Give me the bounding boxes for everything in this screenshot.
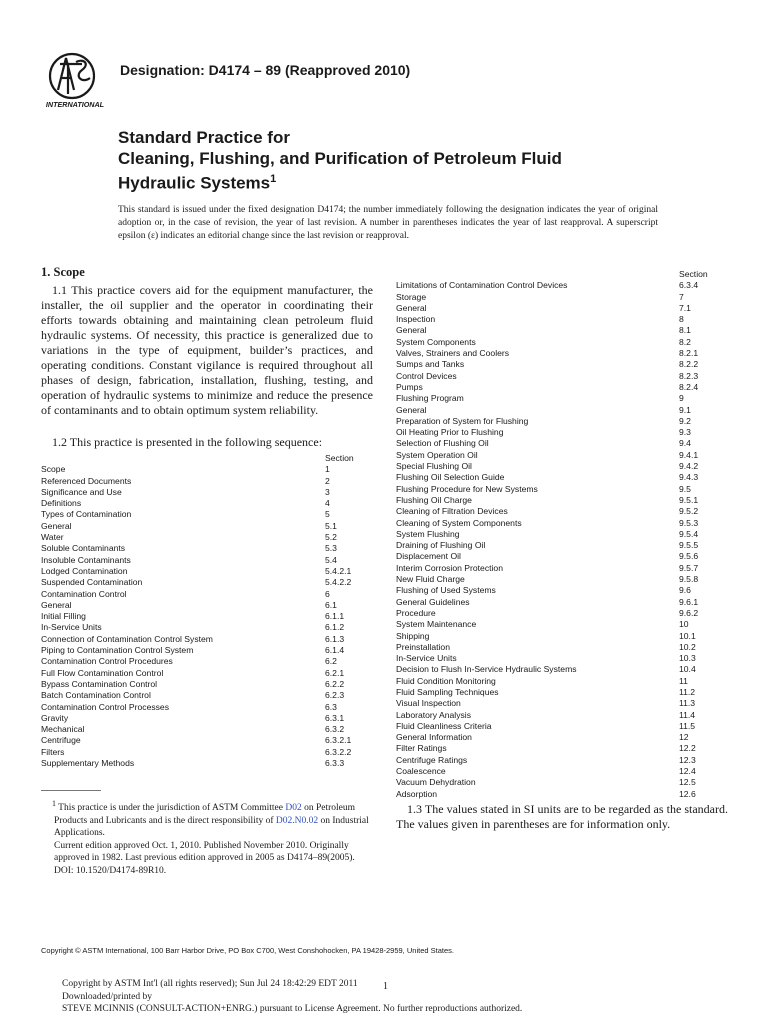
toc-row: [396, 371, 726, 382]
toc-row: [396, 540, 726, 551]
toc-section-number: 6.3.2.1: [325, 735, 352, 746]
toc-title: Visual Inspection: [396, 698, 461, 709]
toc-title: Special Flushing Oil: [396, 461, 472, 472]
copyright-notice: Copyright © ASTM International, 100 Barr Harbor Drive, PO Box C700, West Conshohocken, PA 19428-2959, United States.: [41, 946, 454, 955]
logo-subtext: INTERNATIONAL: [45, 100, 105, 109]
toc-row: [41, 724, 371, 735]
toc-section-number: 9.5.2: [679, 506, 699, 517]
toc-section-number: 12.4: [679, 766, 696, 777]
designation: Designation: D4174 – 89 (Reapproved 2010): [120, 62, 411, 78]
toc-section-number: 6.2.2: [325, 678, 345, 689]
toc-section-number: 5.4.2.1: [325, 565, 352, 576]
toc-row: [41, 476, 371, 487]
toc-title: Batch Contamination Control: [41, 690, 151, 701]
toc-section-number: 5.1: [325, 520, 337, 531]
toc-title: New Fluid Charge: [396, 574, 465, 585]
toc-title: Mechanical: [41, 724, 85, 735]
toc-section-number: 8.2.4: [679, 381, 699, 392]
toc-header: Section: [679, 269, 708, 279]
toc-title: Fluid Sampling Techniques: [396, 686, 499, 697]
toc-title: Definitions: [41, 498, 82, 509]
toc-section-number: 9.5: [679, 483, 691, 494]
toc-section-number: 8.2: [679, 336, 691, 347]
toc-section-number: 5.3: [325, 543, 337, 554]
toc-title: Interim Corrosion Protection: [396, 562, 503, 573]
toc-section-number: 9.2: [679, 415, 691, 426]
toc-row: [396, 619, 726, 630]
toc-section-number: 6: [325, 588, 330, 599]
toc-title: In-Service Units: [41, 622, 102, 633]
toc-title: Control Devices: [396, 370, 457, 381]
toc-section-number: 7.1: [679, 302, 691, 313]
astm-logo: [38, 50, 112, 110]
toc-row: [396, 755, 726, 766]
toc-title: Shipping: [396, 630, 430, 641]
toc-row: [41, 532, 371, 543]
toc-title: General: [41, 520, 72, 531]
toc-section-number: 6.2.3: [325, 690, 345, 701]
toc-row: [396, 450, 726, 461]
toc-title: In-Service Units: [396, 653, 457, 664]
toc-section-number: 2: [325, 475, 330, 486]
toc-title: Flushing Program: [396, 393, 464, 404]
toc-section-number: 8: [679, 314, 684, 325]
toc-section-number: 9.5.1: [679, 494, 699, 505]
toc-section-number: 3: [325, 486, 330, 497]
toc-row: [396, 664, 726, 675]
toc-row: [396, 472, 726, 483]
toc-title: Suspended Contamination: [41, 577, 143, 588]
toc-row: [396, 721, 726, 732]
footnote-1: $^1$ This practice is under the jurisdiction of ASTM Committee D02 on Petroleum Products and Lubricants and is the direct responsibility of D02.N0.02 on Industrial Applications.: [52, 799, 369, 839]
toc-row: [396, 777, 726, 788]
toc-title: Vacuum Dehydration: [396, 777, 476, 788]
toc-row: [396, 642, 726, 653]
title-line-2: Cleaning, Flushing, and Purification of Petroleum Fluid: [118, 149, 562, 168]
download-line-3: STEVE MCINNIS (CONSULT-ACTION+ENRG.) pursuant to License Agreement. No further reproductions authorized.: [62, 1004, 523, 1014]
astm-logo-mark: [50, 54, 94, 98]
toc-title: Flushing Oil Charge: [396, 494, 472, 505]
toc-row: [41, 611, 371, 622]
toc-title: Insoluble Contaminants: [41, 554, 131, 565]
toc-section-number: 10.3: [679, 653, 696, 664]
toc-title: Draining of Flushing Oil: [396, 540, 486, 551]
toc-section-number: 12: [679, 732, 689, 743]
toc-title: Soluble Contaminants: [41, 543, 126, 554]
toc-section-number: 5.2: [325, 532, 337, 543]
toc-row: [41, 600, 371, 611]
toc-section-number: 6.1.4: [325, 645, 345, 656]
toc-section-number: 9.4: [679, 438, 691, 449]
toc-section-number: 6.3.3: [325, 758, 345, 769]
toc-section-number: 11.2: [679, 686, 696, 697]
toc-section-number: 11.4: [679, 709, 696, 720]
toc-title: Lodged Contamination: [41, 565, 128, 576]
toc-section-number: 9: [679, 393, 684, 404]
toc-title: Initial Filling: [41, 611, 86, 622]
toc-section-number: 8.2.3: [679, 370, 699, 381]
toc-title: Centrifuge: [41, 735, 81, 746]
toc-title: Valves, Strainers and Coolers: [396, 348, 510, 359]
toc-section-number: 6.3.2.2: [325, 746, 352, 757]
toc-row: [41, 713, 371, 724]
toc-title: Oil Heating Prior to Flushing: [396, 427, 504, 438]
toc-section-number: 4: [325, 498, 330, 509]
toc-title: Flushing of Used Systems: [396, 585, 496, 596]
toc-right-column: [396, 269, 726, 800]
toc-section-number: 8.2.1: [679, 348, 699, 359]
toc-row: [396, 382, 726, 393]
toc-title: Preparation of System for Flushing: [396, 415, 529, 426]
toc-title: Procedure: [396, 607, 436, 618]
toc-title: Contamination Control: [41, 588, 127, 599]
toc-title: General: [41, 599, 72, 610]
toc-section-number: 11.3: [679, 698, 696, 709]
toc-section-number: 8.2.2: [679, 359, 699, 370]
download-line-1: Copyright by ASTM Int'l (all rights reserved); Sun Jul 24 18:42:29 EDT 2011: [62, 979, 358, 989]
toc-section-number: 10.1: [679, 630, 696, 641]
toc-section-number: 9.6: [679, 585, 691, 596]
toc-title: System Flushing: [396, 528, 460, 539]
toc-section-number: 6.3: [325, 701, 337, 712]
toc-section-number: 6.3.4: [679, 280, 699, 291]
toc-row: [396, 563, 726, 574]
intro-paragraph: This standard is issued under the fixed designation D4174; the number immediately following the designation indicates the year of original adoption or, in the case of revision, the year of last revision. A number in parentheses indicates the year of last reapproval. A superscript epsilon (ε) indicates an editorial change since the last revision or reapproval.: [118, 205, 658, 241]
toc-section-number: 9.5.3: [679, 517, 699, 528]
toc-row: [41, 656, 371, 667]
toc-title: Connection of Contamination Control System: [41, 633, 213, 644]
toc-row: [396, 743, 726, 754]
toc-row: [41, 758, 371, 769]
toc-section-number: 9.4.3: [679, 472, 699, 483]
toc-section-number: 7: [679, 291, 684, 302]
toc-row: [396, 495, 726, 506]
toc-section-number: 11: [679, 675, 688, 686]
download-notice: [62, 978, 702, 1016]
toc-title: System Components: [396, 336, 476, 347]
toc-section-number: 9.4.2: [679, 461, 699, 472]
title-line-1: Standard Practice for: [118, 128, 290, 147]
toc-row: [396, 427, 726, 438]
toc-row: [396, 585, 726, 596]
toc-title: Significance and Use: [41, 486, 122, 497]
toc-row: [41, 464, 371, 475]
toc-section-number: 9.3: [679, 427, 691, 438]
toc-row: [41, 645, 371, 656]
toc-title: Contamination Control Procedures: [41, 656, 173, 667]
toc-title: General Guidelines: [396, 596, 470, 607]
toc-title: General: [396, 325, 427, 336]
toc-row: [41, 498, 371, 509]
toc-row: [396, 597, 726, 608]
toc-title: Referenced Documents: [41, 475, 132, 486]
toc-title: Decision to Flush In-Service Hydraulic Systems: [396, 664, 577, 675]
toc-row: [41, 521, 371, 532]
download-line-2: Downloaded/printed by: [62, 991, 152, 1002]
toc-row: [41, 702, 371, 713]
toc-title: Pumps: [396, 381, 423, 392]
toc-row: [41, 589, 371, 600]
toc-title: System Maintenance: [396, 619, 477, 630]
toc-row: [396, 325, 726, 336]
toc-row: [396, 574, 726, 585]
toc-row: [396, 438, 726, 449]
toc-title: Piping to Contamination Control System: [41, 645, 194, 656]
toc-title: Coalescence: [396, 766, 446, 777]
toc-section-number: 9.5.7: [679, 562, 699, 573]
toc-row: [396, 280, 726, 291]
toc-row: [396, 292, 726, 303]
toc-title: Limitations of Contamination Control Devices: [396, 280, 568, 291]
toc-section-number: 5: [325, 509, 330, 520]
toc-section-number: 9.5.5: [679, 540, 699, 551]
toc-title: Fluid Condition Monitoring: [396, 675, 496, 686]
paragraph-1-3: 1.3 The values stated in SI units are to be regarded as the standard. The values given in parentheses are for information only.: [396, 802, 728, 831]
toc-row: [396, 518, 726, 529]
toc-row: [396, 687, 726, 698]
toc-title: Preinstallation: [396, 641, 450, 652]
document-title: [118, 127, 718, 194]
toc-title: Contamination Control Processes: [41, 701, 170, 712]
toc-row: [396, 732, 726, 743]
toc-row: [41, 668, 371, 679]
toc-section-number: 6.1: [325, 599, 337, 610]
toc-section-number: 5.4: [325, 554, 337, 565]
toc-section-number: 10.4: [679, 664, 696, 675]
toc-title: General: [396, 302, 427, 313]
toc-row: [396, 789, 726, 800]
toc-section-number: 9.6.2: [679, 607, 699, 618]
toc-row: [41, 555, 371, 566]
footnote-divider: [41, 790, 101, 791]
toc-row: [396, 461, 726, 472]
toc-section-number: 10.2: [679, 641, 696, 652]
toc-section-number: 6.1.2: [325, 622, 345, 633]
toc-title: Cleaning of Filtration Devices: [396, 506, 508, 517]
title-footnote-mark: 1: [270, 173, 277, 185]
toc-row: [41, 487, 371, 498]
toc-row: [41, 543, 371, 554]
toc-title: Types of Contamination: [41, 509, 132, 520]
toc-title: General Information: [396, 732, 472, 743]
toc-row: [41, 577, 371, 588]
toc-title: Filter Ratings: [396, 743, 447, 754]
toc-title: Inspection: [396, 314, 436, 325]
toc-row: [41, 566, 371, 577]
toc-section-number: 6.3.1: [325, 712, 345, 723]
toc-title: System Operation Oil: [396, 449, 478, 460]
toc-section-number: 9.1: [679, 404, 691, 415]
toc-row: [396, 698, 726, 709]
toc-row: [41, 735, 371, 746]
toc-section-number: 5.4.2.2: [325, 577, 352, 588]
toc-left-column: [41, 453, 371, 769]
toc-section-number: 10: [679, 619, 689, 630]
toc-title: Fluid Cleanliness Criteria: [396, 720, 492, 731]
toc-title: Displacement Oil: [396, 551, 461, 562]
toc-row: [396, 484, 726, 495]
toc-row: [396, 608, 726, 619]
toc-title: Full Flow Contamination Control: [41, 667, 164, 678]
toc-row: [41, 509, 371, 520]
toc-section-number: 6.2: [325, 656, 337, 667]
toc-section-number: 9.4.1: [679, 449, 699, 460]
toc-row: [41, 679, 371, 690]
toc-title: Water: [41, 532, 64, 543]
toc-row: [41, 634, 371, 645]
toc-row: [396, 653, 726, 664]
toc-row: [396, 710, 726, 721]
toc-row: [396, 551, 726, 562]
toc-section-number: 9.5.8: [679, 574, 699, 585]
link-d02[interactable]: D02: [285, 803, 302, 814]
toc-row: [41, 690, 371, 701]
toc-row: [396, 314, 726, 325]
page-number: 1: [383, 981, 388, 992]
footnotes: [54, 798, 374, 877]
toc-row: [41, 622, 371, 633]
toc-title: Selection of Flushing Oil: [396, 438, 489, 449]
toc-section-number: 6.3.2: [325, 724, 345, 735]
toc-section-number: 12.5: [679, 777, 696, 788]
link-d02-n0-02[interactable]: D02.N0.02: [275, 815, 319, 826]
toc-title: General: [396, 404, 427, 415]
toc-title: Cleaning of System Components: [396, 517, 522, 528]
toc-title: Supplementary Methods: [41, 758, 135, 769]
toc-title: Centrifuge Ratings: [396, 754, 468, 765]
toc-row: [396, 506, 726, 517]
toc-section-number: 11.5: [679, 720, 696, 731]
toc-row: [396, 766, 726, 777]
toc-title: Adsorption: [396, 788, 438, 799]
toc-title: Sumps and Tanks: [396, 359, 465, 370]
toc-row: [396, 337, 726, 348]
toc-row: [396, 359, 726, 370]
toc-row: [396, 393, 726, 404]
title-line-3: Hydraulic Systems$^1$: [118, 173, 277, 193]
toc-row: [396, 631, 726, 642]
toc-row: [396, 303, 726, 314]
toc-section-number: 6.1.1: [325, 611, 345, 622]
toc-section-number: 12.6: [679, 788, 696, 799]
paragraph-1-1: 1.1 This practice covers aid for the equipment manufacturer, the installer, the oil supplier and the operator in coordinating their efforts towards obtaining and maintaining clean petroleum fluid hydraulic systems. Of necessity, this practice is generalized due to variations in the type of equipment, builder’s practices, and operating conditions. Constant vigilance is required throughout all phases of design, fabrication, installation, flushing, testing, and operation of hydraulic systems to minimize and reduce the presence of contaminants and to obtain optimum system reliability.: [41, 283, 373, 417]
toc-row: [396, 676, 726, 687]
toc-section-number: 9.5.6: [679, 551, 699, 562]
toc-section-number: 12.2: [679, 743, 696, 754]
toc-section-number: 12.3: [679, 754, 696, 765]
toc-section-number: 6.2.1: [325, 667, 345, 678]
toc-section-number: 1: [325, 464, 330, 475]
toc-title: Flushing Procedure for New Systems: [396, 483, 538, 494]
toc-title: Storage: [396, 291, 427, 302]
toc-row: [396, 405, 726, 416]
toc-section-number: 8.1: [679, 325, 691, 336]
toc-row: [396, 348, 726, 359]
section-heading-scope: 1. Scope: [41, 265, 85, 279]
toc-section-number: 6.1.3: [325, 633, 345, 644]
toc-title: Filters: [41, 746, 65, 757]
toc-title: Gravity: [41, 712, 69, 723]
toc-title: Bypass Contamination Control: [41, 678, 158, 689]
toc-title: Laboratory Analysis: [396, 709, 471, 720]
toc-title: Flushing Oil Selection Guide: [396, 472, 505, 483]
toc-title: Scope: [41, 464, 66, 475]
toc-row: [396, 529, 726, 540]
toc-row: [41, 747, 371, 758]
footnote-edition: Current edition approved Oct. 1, 2010. Published November 2010. Originally approved in 1982. Last previous edition approved in 2005 as D4174–89(2005). DOI: 10.1520/D4174-89R10.: [54, 840, 355, 876]
toc-row: [396, 416, 726, 427]
toc-section-number: 9.6.1: [679, 596, 699, 607]
toc-header: Section: [325, 453, 354, 463]
paragraph-1-2: 1.2 This practice is presented in the following sequence:: [52, 435, 323, 449]
toc-section-number: 9.5.4: [679, 528, 699, 539]
